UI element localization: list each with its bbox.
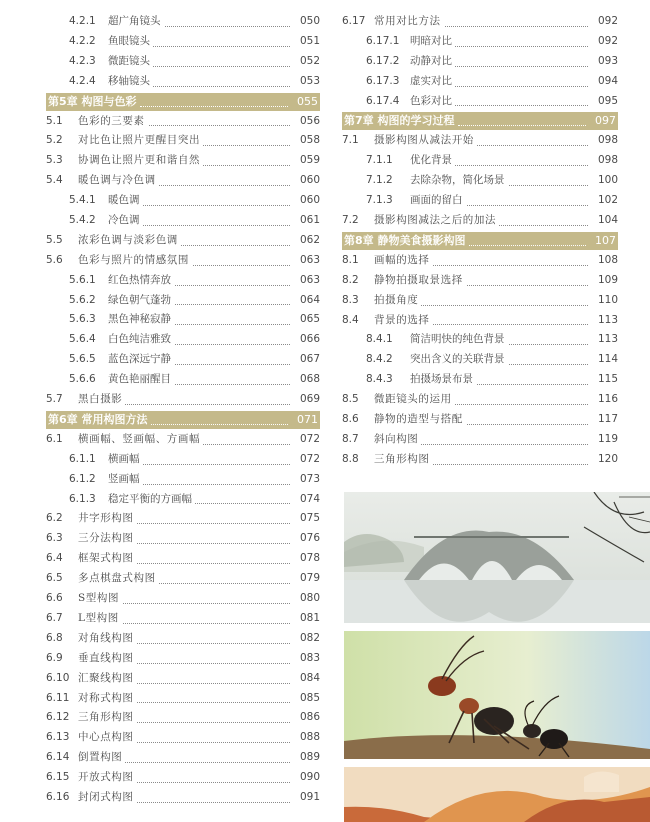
section-number: 6.13 [46,731,70,744]
section-title: 对比色让照片更醒目突出 [78,131,203,151]
section-title: 摄影构图减法之后的加法 [374,211,499,231]
page-number: 110 [597,293,618,306]
section-number: 7.1.3 [366,194,393,207]
section-number: 5.6 [46,253,63,266]
section-number: 6.11 [46,691,70,704]
chapter-title: 第7章 构图的学习过程 [344,114,455,128]
section-number: 5.7 [46,393,63,406]
page-number: 085 [299,691,320,704]
page-number: 060 [299,174,320,187]
section-number: 6.15 [46,771,70,784]
page-number: 051 [299,34,320,47]
page-number: 052 [299,54,320,67]
page-number: 119 [597,432,618,445]
page-number: 079 [299,572,320,585]
page-number: 050 [299,15,320,27]
page-number: 093 [597,54,618,67]
section-title: 冷色调 [108,211,143,231]
page-number: 076 [299,532,320,545]
section-number: 4.2.3 [69,54,96,67]
page-number: 055 [297,94,318,108]
page-number: 115 [597,373,618,386]
section-title: 汇聚线构图 [78,669,137,689]
section-title: 红色热情奔放 [108,271,174,291]
section-number: 5.4.1 [69,194,96,207]
page-number: 065 [299,313,320,326]
section-number: 5.4 [46,174,63,187]
section-title: 画面的留白 [410,191,466,211]
section-number: 7.1 [342,134,359,147]
page-number: 089 [299,751,320,764]
section-number: 6.2 [46,512,63,525]
page-number: 097 [595,114,616,128]
page-number: 116 [597,393,618,406]
page-number: 086 [299,711,320,724]
section-title: 三角形构图 [374,450,433,470]
page-number: 098 [597,134,618,147]
section-title: 三分法构图 [78,529,137,549]
section-number: 6.6 [46,592,63,605]
section-number: 5.6.6 [69,373,96,386]
section-number: 8.3 [342,293,359,306]
page-number: 102 [597,194,618,207]
section-title: 绿色朝气蓬勃 [108,291,174,311]
page-number: 063 [299,273,320,286]
page-number: 104 [597,214,618,227]
section-number: 7.1.2 [366,174,393,187]
section-title: 拍摄场景布景 [410,370,476,390]
section-title: 色彩与照片的情感氛围 [78,251,192,271]
chapter-title: 第6章 常用构图方法 [48,412,148,426]
section-number: 6.7 [46,611,63,624]
section-title: 斜向构图 [374,430,421,450]
dot-leader [140,88,288,107]
section-title: 多点棋盘式构图 [78,569,159,589]
page-number: 063 [299,253,320,266]
section-number: 8.4.3 [366,373,393,386]
section-number: 6.1 [46,432,63,445]
page-number: 095 [597,94,618,107]
section-title: 井字形构图 [78,509,137,529]
page-number: 066 [299,333,320,346]
section-title: 移轴镜头 [108,72,153,92]
page-number: 109 [597,273,618,286]
page-number: 113 [597,333,618,346]
page-number: 074 [299,492,320,505]
section-number: 5.6.3 [69,313,96,326]
section-title: 开放式构图 [78,768,137,788]
section-number: 6.1.3 [69,492,96,505]
section-number: 8.5 [342,393,359,406]
section-number: 8.4 [342,313,359,326]
page-number: 092 [597,15,618,27]
photo-warm-scene [344,767,650,822]
section-title: S型构图 [78,589,122,609]
page-number: 058 [299,134,320,147]
dot-leader [151,406,288,425]
section-number: 5.6.4 [69,333,96,346]
page-number: 083 [299,651,320,664]
section-title: 常用对比方法 [374,12,444,32]
section-title: 超广角镜头 [108,12,164,32]
page-number: 098 [597,154,618,167]
section-title: 动静对比 [410,52,455,72]
section-title: 三角形构图 [78,708,137,728]
toc-section-entry[interactable] [46,788,320,808]
section-number: 4.2.2 [69,34,96,47]
section-number: 8.7 [342,432,359,445]
page-number: 088 [299,731,320,744]
section-title: 简洁明快的纯色背景 [410,330,508,350]
section-title: 对称式构图 [78,689,137,709]
section-title: 对角线构图 [78,629,137,649]
page-number: 061 [299,214,320,227]
section-title: 微距镜头的运用 [374,390,455,410]
section-number: 8.6 [342,413,359,426]
section-number: 6.17.1 [366,34,400,47]
page-number: 108 [597,253,618,266]
section-number: 8.1 [342,253,359,266]
section-number: 7.2 [342,214,359,227]
section-title: 框架式构图 [78,549,137,569]
section-number: 6.3 [46,532,63,545]
section-number: 6.4 [46,552,63,565]
page-number: 094 [597,74,618,87]
section-number: 5.2 [46,134,63,147]
section-title: 明暗对比 [410,32,455,52]
section-title: 背景的选择 [374,311,433,331]
page-number: 072 [299,452,320,465]
section-number: 6.17.2 [366,54,400,67]
page-number: 107 [595,233,616,247]
section-title: 静物拍摄取景选择 [374,271,466,291]
section-title: 蓝色深远宁静 [108,350,174,370]
section-number: 6.12 [46,711,70,724]
section-number: 7.1.1 [366,154,393,167]
page-number: 114 [597,353,618,366]
page-number: 067 [299,353,320,366]
section-title: 突出含义的关联背景 [410,350,508,370]
page-number: 069 [299,393,320,406]
page-number: 068 [299,373,320,386]
page-number: 062 [299,233,320,246]
section-title: 垂直线构图 [78,649,137,669]
section-number: 5.1 [46,114,63,127]
page-number: 071 [297,412,318,426]
section-title: 画幅的选择 [374,251,433,271]
section-title: 横画幅、竖画幅、方画幅 [78,430,203,450]
page-number: 113 [597,313,618,326]
page-number: 090 [299,771,320,784]
section-number: 8.2 [342,273,359,286]
section-number: 5.4.2 [69,214,96,227]
section-title: 竖画幅 [108,470,143,490]
section-title: 微距镜头 [108,52,153,72]
toc-right-column [342,12,618,470]
page-number: 081 [299,611,320,624]
page-number: 064 [299,293,320,306]
page-number: 056 [299,114,320,127]
section-number: 4.2.1 [69,15,96,27]
section-title: 色彩的三要素 [78,112,148,132]
section-number: 6.1.1 [69,452,96,465]
section-number: 6.17.4 [366,94,400,107]
section-number: 6.8 [46,631,63,644]
section-title: 稳定平衡的方画幅 [108,490,195,510]
dot-leader [458,107,586,126]
section-number: 4.2.4 [69,74,96,87]
page-number: 053 [299,74,320,87]
section-number: 5.6.2 [69,293,96,306]
section-title: 暖色调与冷色调 [78,171,159,191]
section-title: 横画幅 [108,450,143,470]
section-number: 8.8 [342,452,359,465]
section-title: 鱼眼镜头 [108,32,153,52]
page-number: 092 [597,34,618,47]
section-title: 黑白摄影 [78,390,125,410]
section-number: 6.16 [46,790,70,803]
page-number: 075 [299,512,320,525]
section-title: 协调色让照片更和谐自然 [78,151,203,171]
page-number: 059 [299,154,320,167]
page-number: 091 [299,790,320,803]
section-number: 5.6.5 [69,353,96,366]
section-title: 中心点构图 [78,728,137,748]
section-number: 6.14 [46,751,70,764]
section-title: 去除杂物，简化场景 [410,171,508,191]
page-number: 120 [597,452,618,465]
page-number: 060 [299,194,320,207]
section-title: 暖色调 [108,191,143,211]
section-title: L型构图 [78,609,122,629]
section-number: 6.17 [342,15,366,27]
section-number: 6.1.2 [69,472,96,485]
chapter-title: 第5章 构图与色彩 [48,94,137,108]
section-title: 白色纯洁雅致 [108,330,174,350]
page-number: 072 [299,432,320,445]
section-number: 5.6.1 [69,273,96,286]
page-number: 080 [299,592,320,605]
section-title: 黄色艳丽醒目 [108,370,174,390]
section-title: 优化背景 [410,151,455,171]
section-title: 封闭式构图 [78,788,137,808]
section-number: 6.17.3 [366,74,400,87]
section-title: 虚实对比 [410,72,455,92]
section-title: 浓彩色调与淡彩色调 [78,231,181,251]
section-title: 摄影构图从减法开始 [374,131,477,151]
section-title: 拍摄角度 [374,291,421,311]
page-number: 073 [299,472,320,485]
section-title: 静物的造型与搭配 [374,410,466,430]
section-number: 6.5 [46,572,63,585]
section-number: 6.10 [46,671,70,684]
toc-section-entry[interactable] [342,450,618,470]
page-number: 117 [597,413,618,426]
section-title: 色彩对比 [410,92,455,112]
page-number: 078 [299,552,320,565]
photo-stone-bridge [344,492,650,623]
section-number: 8.4.1 [366,333,393,346]
page-number: 084 [299,671,320,684]
section-number: 6.9 [46,651,63,664]
section-number: 8.4.2 [366,353,393,366]
chapter-title: 第8章 静物美食摄影构图 [344,233,466,247]
page-number: 100 [597,174,618,187]
section-number: 5.5 [46,233,63,246]
section-title: 黑色神秘寂静 [108,310,174,330]
page-number: 082 [299,631,320,644]
photo-ants [344,631,650,759]
section-number: 5.3 [46,154,63,167]
toc-left-column [46,12,320,808]
section-title: 倒置构图 [78,748,125,768]
